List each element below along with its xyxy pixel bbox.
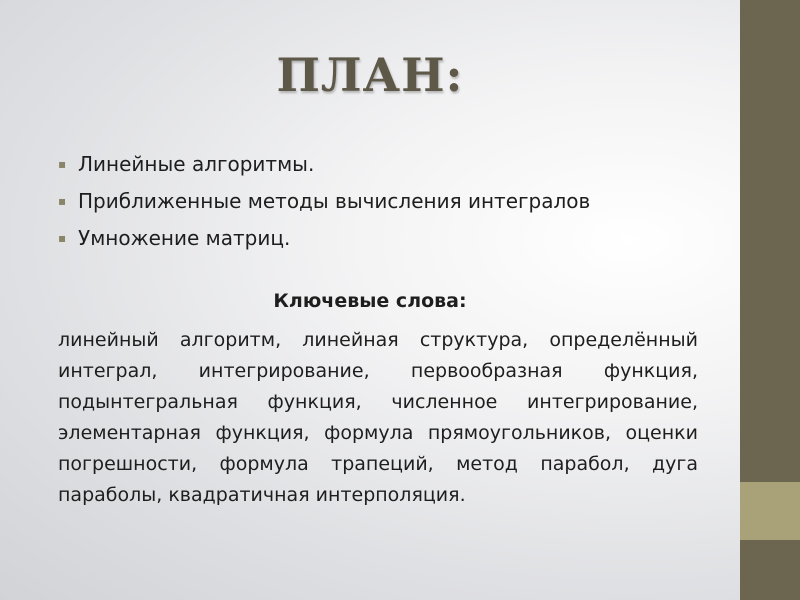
side-decor-accent — [740, 482, 800, 540]
bullet-icon: ▪ — [58, 157, 67, 171]
plan-item-integration-methods — [56, 183, 590, 220]
plan-item-linear-algorithms — [56, 146, 590, 183]
plan-item-label: Линейные алгоритмы. — [78, 152, 315, 176]
plan-item-matrix-multiplication — [56, 220, 590, 257]
bullet-icon: ▪ — [58, 231, 67, 245]
keywords-heading: Ключевые слова: — [273, 290, 467, 312]
bullet-icon: ▪ — [58, 194, 67, 208]
keywords-text: линейный алгоритм, линейная структура, определённый интеграл, интегрирование, первообразная функция, подынтегральная функция, численное интегрирование, элементарная функция, формула прямоугольников, оценки погрешности, формула трапеций, метод парабол, дуга параболы, квадратичная интерполяция. — [58, 329, 698, 506]
plan-item-label: Приближенные методы вычисления интегралов — [78, 189, 591, 213]
plan-list — [56, 146, 590, 257]
slide-title: ПЛАН: — [276, 48, 464, 102]
plan-item-label: Умножение матриц. — [78, 226, 291, 250]
